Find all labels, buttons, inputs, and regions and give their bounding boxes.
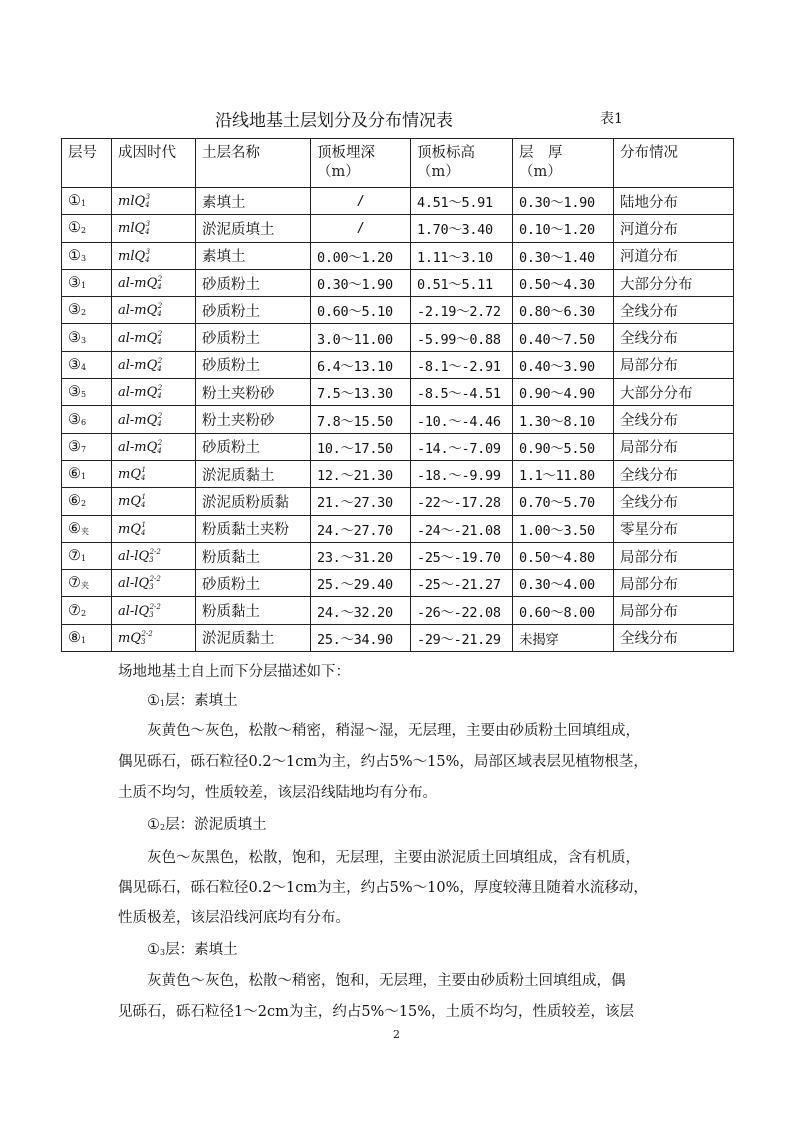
top-elevation-cell: -29～-21.29	[411, 624, 513, 651]
distribution-cell: 局部分布	[614, 433, 734, 460]
soil-name-cell: 粉土夹粉砂	[196, 406, 311, 433]
distribution-cell: 全线分布	[614, 406, 734, 433]
table-row	[62, 324, 734, 351]
thickness-cell: 0.30～4.00	[513, 570, 614, 597]
table-caption	[0, 106, 793, 130]
section-heading-1-3: ①3层：素填土	[147, 942, 238, 958]
soil-name-cell: 砂质粉土	[196, 324, 311, 351]
top-depth-cell: 0.30～1.90	[311, 269, 411, 296]
geologic-age-cell: $mQ_3^{2-2}$	[112, 624, 196, 651]
paragraph-line: 偶见砾石，砾石粒径0.2～1cm为主，约占5%～10%，厚度较薄且随着水流移动，	[118, 880, 648, 896]
thickness-cell: 0.50～4.80	[513, 542, 614, 569]
header-thickness: 层 厚 （m）	[513, 139, 614, 188]
table-row	[62, 570, 734, 597]
geologic-age-cell: $al-mQ_4^2$	[112, 433, 196, 460]
thickness-cell: 0.60～8.00	[513, 597, 614, 624]
distribution-cell: 局部分布	[614, 351, 734, 378]
soil-name-cell: 素填土	[196, 188, 311, 215]
distribution-cell: 大部分分布	[614, 269, 734, 296]
distribution-cell: 全线分布	[614, 297, 734, 324]
layer-number-cell: ③6	[62, 406, 112, 433]
table-row	[62, 624, 734, 651]
thickness-cell: 0.10～1.20	[513, 215, 614, 242]
table-row	[62, 242, 734, 269]
thickness-cell: 0.40～3.90	[513, 351, 614, 378]
paragraph-line: 灰黄色～灰色，松散～稍密，稍湿～湿，无层理，主要由砂质粉土回填组成，	[147, 723, 640, 739]
soil-name-cell: 粉质黏土夹粉	[196, 515, 311, 542]
layer-number-cell: ③7	[62, 433, 112, 460]
top-elevation-cell: 1.70～3.40	[411, 215, 513, 242]
thickness-cell: 未揭穿	[513, 624, 614, 651]
table-row	[62, 597, 734, 624]
top-elevation-cell: -25～-19.70	[411, 542, 513, 569]
geologic-age-cell: $al-mQ_4^2$	[112, 297, 196, 324]
paragraph-line: 见砾石，砾石粒径1～2cm为主，约占5%～15%，土质不均匀，性质较差，该层	[118, 1004, 635, 1020]
top-depth-cell: /	[311, 188, 411, 215]
top-elevation-cell: -26～-22.08	[411, 597, 513, 624]
top-elevation-cell: 4.51～5.91	[411, 188, 513, 215]
table-row	[62, 379, 734, 406]
table-row	[62, 215, 734, 242]
top-elevation-cell: 0.51～5.11	[411, 269, 513, 296]
paragraph-line: 偶见砾石，砾石粒径0.2～1cm为主，约占5%～15%，局部区域表层见植物根茎，	[118, 754, 648, 770]
top-depth-cell: 23.～31.20	[311, 542, 411, 569]
layer-number-cell: ③5	[62, 379, 112, 406]
paragraph-line: 灰黄色～灰色，松散～稍密，饱和，无层理，主要由砂质粉土回填组成，偶	[147, 973, 626, 989]
section-heading-1-1: ①1层：素填土	[147, 693, 238, 709]
soil-name-cell: 粉质黏土	[196, 597, 311, 624]
geologic-age-cell: mlQ$_4^3$	[112, 215, 196, 242]
header-elevation: 顶板标高 （m）	[411, 139, 513, 188]
distribution-cell: 零星分布	[614, 515, 734, 542]
table-header-row	[62, 139, 734, 188]
distribution-cell: 陆地分布	[614, 188, 734, 215]
top-elevation-cell: -14.～-7.09	[411, 433, 513, 460]
geologic-age-cell: mlQ$_4^3$	[112, 242, 196, 269]
thickness-cell: 1.00～3.50	[513, 515, 614, 542]
thickness-cell: 0.30～1.40	[513, 242, 614, 269]
layer-number-cell: ①2	[62, 215, 112, 242]
table-title: 沿线地基土层划分及分布情况表	[215, 111, 453, 131]
top-elevation-cell: -5.99～0.88	[411, 324, 513, 351]
table-row	[62, 297, 734, 324]
table-row	[62, 460, 734, 487]
table-row	[62, 433, 734, 460]
distribution-cell: 大部分分布	[614, 379, 734, 406]
soil-name-cell: 粉质黏土	[196, 542, 311, 569]
top-depth-cell: 0.00～1.20	[311, 242, 411, 269]
thickness-cell: 0.40～7.50	[513, 324, 614, 351]
top-depth-cell: 24.～32.20	[311, 597, 411, 624]
layer-number-cell: ⑧1	[62, 624, 112, 651]
top-depth-cell: 6.4～13.10	[311, 351, 411, 378]
header-age: 成因时代	[112, 139, 196, 188]
top-elevation-cell: -8.1～-2.91	[411, 351, 513, 378]
top-depth-cell: 0.60～5.10	[311, 297, 411, 324]
layer-number-cell: ③2	[62, 297, 112, 324]
top-elevation-cell: -18.～-9.99	[411, 460, 513, 487]
top-elevation-cell: 1.11～3.10	[411, 242, 513, 269]
top-depth-cell: /	[311, 215, 411, 242]
table-row	[62, 188, 734, 215]
layer-number-cell: ⑥夹	[62, 515, 112, 542]
soil-name-cell: 淤泥质黏土	[196, 460, 311, 487]
top-depth-cell: 10.～17.50	[311, 433, 411, 460]
top-elevation-cell: -10.～-4.46	[411, 406, 513, 433]
soil-name-cell: 砂质粉土	[196, 351, 311, 378]
thickness-cell: 0.30～1.90	[513, 188, 614, 215]
layer-number-cell: ③4	[62, 351, 112, 378]
table-row	[62, 542, 734, 569]
top-depth-cell: 7.8～15.50	[311, 406, 411, 433]
table-row	[62, 406, 734, 433]
top-elevation-cell: -8.5～-4.51	[411, 379, 513, 406]
top-depth-cell: 24.～27.70	[311, 515, 411, 542]
soil-layer-table	[61, 138, 734, 652]
top-depth-cell: 7.5～13.30	[311, 379, 411, 406]
layer-number-cell: ①3	[62, 242, 112, 269]
intro-paragraph: 场地地基土自上而下分层描述如下：	[118, 664, 350, 680]
header-distribution: 分布情况	[614, 139, 734, 188]
top-depth-cell: 25.～34.90	[311, 624, 411, 651]
top-elevation-cell: -24～-21.08	[411, 515, 513, 542]
table-row	[62, 351, 734, 378]
distribution-cell: 全线分布	[614, 460, 734, 487]
thickness-cell: 0.50～4.30	[513, 269, 614, 296]
layer-number-cell: ⑦1	[62, 542, 112, 569]
layer-number-cell: ⑥1	[62, 460, 112, 487]
paragraph-line: 灰色～灰黑色，松散，饱和，无层理，主要由淤泥质土回填组成，含有机质，	[147, 850, 640, 866]
section-heading-1-2: ①2层：淤泥质填土	[147, 817, 267, 833]
soil-name-cell: 淤泥质填土	[196, 215, 311, 242]
geologic-age-cell: $al-lQ_3^{2-2}$	[112, 542, 196, 569]
geologic-age-cell: $al-mQ_4^2$	[112, 351, 196, 378]
soil-name-cell: 素填土	[196, 242, 311, 269]
geologic-age-cell: $al-mQ_4^2$	[112, 406, 196, 433]
layer-number-cell: ③1	[62, 269, 112, 296]
soil-name-cell: 淤泥质粉质黏	[196, 488, 311, 515]
page-number: 2	[393, 1028, 400, 1041]
soil-name-cell: 砂质粉土	[196, 297, 311, 324]
geologic-age-cell: $mQ_4^1$	[112, 488, 196, 515]
distribution-cell: 全线分布	[614, 624, 734, 651]
top-elevation-cell: -2.19～2.72	[411, 297, 513, 324]
distribution-cell: 全线分布	[614, 488, 734, 515]
layer-number-cell: ⑥2	[62, 488, 112, 515]
thickness-cell: 1.1～11.80	[513, 460, 614, 487]
top-depth-cell: 3.0～11.00	[311, 324, 411, 351]
top-elevation-cell: -25～-21.27	[411, 570, 513, 597]
geologic-age-cell: $al-mQ_4^2$	[112, 269, 196, 296]
geologic-age-cell: $mQ_4^1$	[112, 460, 196, 487]
thickness-cell: 0.90～4.90	[513, 379, 614, 406]
top-depth-cell: 12.～21.30	[311, 460, 411, 487]
distribution-cell: 局部分布	[614, 542, 734, 569]
top-depth-cell: 25.～29.40	[311, 570, 411, 597]
distribution-cell: 局部分布	[614, 597, 734, 624]
table-number: 表1	[600, 111, 623, 127]
distribution-cell: 河道分布	[614, 215, 734, 242]
layer-number-cell: ①1	[62, 188, 112, 215]
layer-number-cell: ⑦2	[62, 597, 112, 624]
thickness-cell: 0.90～5.50	[513, 433, 614, 460]
paragraph-line: 性质极差，该层沿线河底均有分布。	[118, 910, 350, 926]
geologic-age-cell: $al-mQ_4^2$	[112, 324, 196, 351]
geologic-age-cell: mlQ$_4^3$	[112, 188, 196, 215]
geologic-age-cell: $al-lQ_3^{2-2}$	[112, 570, 196, 597]
thickness-cell: 0.70～5.70	[513, 488, 614, 515]
soil-name-cell: 粉土夹粉砂	[196, 379, 311, 406]
layer-number-cell: ③3	[62, 324, 112, 351]
soil-name-cell: 砂质粉土	[196, 269, 311, 296]
soil-name-cell: 淤泥质黏土	[196, 624, 311, 651]
thickness-cell: 1.30～8.10	[513, 406, 614, 433]
geologic-age-cell: $mQ_4^1$	[112, 515, 196, 542]
soil-name-cell: 砂质粉土	[196, 433, 311, 460]
table-row	[62, 488, 734, 515]
layer-number-cell: ⑦夹	[62, 570, 112, 597]
top-elevation-cell: -22～-17.28	[411, 488, 513, 515]
thickness-cell: 0.80～6.30	[513, 297, 614, 324]
distribution-cell: 局部分布	[614, 570, 734, 597]
table-row	[62, 269, 734, 296]
distribution-cell: 河道分布	[614, 242, 734, 269]
table-row	[62, 515, 734, 542]
soil-name-cell: 砂质粉土	[196, 570, 311, 597]
top-depth-cell: 21.～27.30	[311, 488, 411, 515]
header-layer: 层号	[62, 139, 112, 188]
header-name: 土层名称	[196, 139, 311, 188]
distribution-cell: 全线分布	[614, 324, 734, 351]
geologic-age-cell: $al-mQ_4^2$	[112, 379, 196, 406]
header-depth: 顶板埋深 （m）	[311, 139, 411, 188]
paragraph-line: 土质不均匀，性质较差，该层沿线陆地均有分布。	[118, 785, 437, 801]
geologic-age-cell: $al-lQ_3^{2-2}$	[112, 597, 196, 624]
